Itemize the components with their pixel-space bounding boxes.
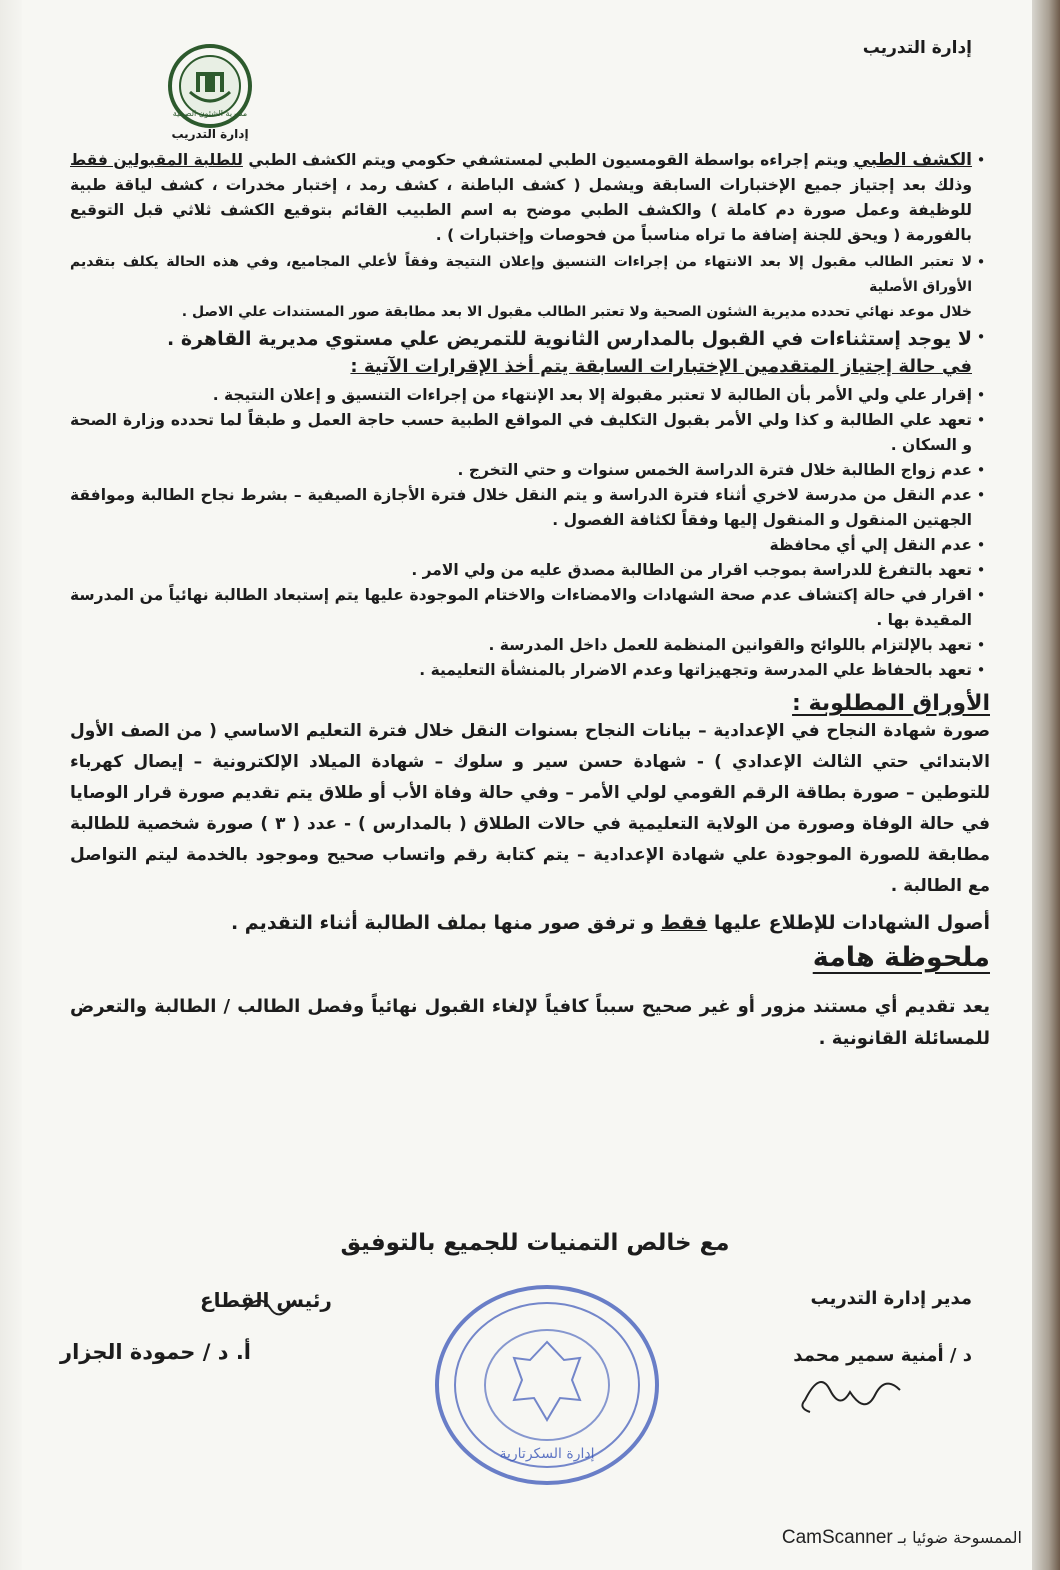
pledge-text: إقرار علي ولي الأمر بأن الطالبة لا تعتبر مقبولة إلا بعد الإنتهاء من إجراءات التنسيق و إعلان النتيجة . (212, 386, 972, 404)
list-item (70, 658, 990, 683)
list-item (70, 558, 990, 583)
bullet-icon: • (976, 411, 986, 429)
exceptions-item (70, 325, 990, 353)
list-item (70, 383, 990, 408)
medical-exam-line1: ويتم إجراءه بواسطة القومسيون الطبي لمستشفي حكومي ويتم الكشف الطبي (242, 151, 854, 169)
pledges-list (70, 383, 990, 683)
list-item (70, 533, 990, 558)
accepted-note: لا تعتبر الطالب مقبول إلا بعد الانتهاء من إجراءات التنسيق وإعلان النتيجة وفقاً لأعلي المجاميع، وفي هذه الحالة يكلف بتقديم الأوراق الأصلية (70, 254, 972, 295)
originals-after: و ترفق صور منها بملف الطالبة أثناء التقديم . (230, 912, 661, 934)
originals-only: فقط (660, 912, 708, 934)
sector-head-name: أ. د / حمودة الجزار (60, 1340, 251, 1364)
sector-head-signature (240, 1290, 300, 1320)
important-note-text: يعد تقديم أي مستند مزور أو غير صحيح سبباً كافياً لإلغاء القبول نهائياً وفصل الطالب / الطالبة والتعرض للمسائلة القانونية . (70, 996, 990, 1049)
accepted-note-item (70, 250, 990, 300)
department-label: إدارة التدريب (862, 38, 972, 58)
pledge-text: تعهد بالتفرغ للدراسة بموجب اقرار من الطالبة مصدق عليه من ولي الامر . (411, 561, 972, 579)
list-item (70, 458, 990, 483)
paper-right-edge (1032, 0, 1060, 1570)
scan-footer-app: CamScanner (781, 1527, 893, 1548)
director-signature (790, 1370, 910, 1420)
originals-note (70, 912, 990, 934)
list-item (70, 408, 990, 458)
list-item (70, 633, 990, 658)
bullet-icon: • (976, 461, 986, 479)
logo-text: مديرية الشئون الصحية (172, 109, 248, 118)
closing-wishes: مع خالص التمنيات للجميع بالتوفيق (340, 1230, 730, 1256)
medical-exam-item (70, 148, 990, 248)
bullet-icon: • (976, 486, 986, 504)
training-director-title: مدير إدارة التدريب (810, 1288, 972, 1309)
bullet-icon: • (976, 636, 986, 654)
sector-head-title: رئيس القطاع (200, 1288, 332, 1312)
important-note-heading: ملحوظة هامة (812, 942, 990, 973)
bullet-icon: • (976, 536, 986, 554)
medical-exam-details: وذلك بعد إجتياز جميع الإختبارات السابقة ويشمل ( كشف الباطنة ، كشف رمد ، إختبار مخدرات ، كشف لياقة طبية للوظيفة وعمل صورة دم كاملة ) والكشف الطبي موضح به اسم الطبيب القائم بتوقيع الكشف ثلاثي قبل التوقيع بالفورمة ( ويحق للجنة إضافة ما تراه مناسباً من فحوصات وإختبارات ) . (70, 176, 972, 244)
logo-caption: إدارة التدريب (171, 127, 249, 141)
originals-before: أصول الشهادات للإطلاع عليها (707, 912, 990, 934)
bullet-icon: • (976, 151, 986, 169)
pledges-heading: في حالة إجتياز المتقدمين الإختبارات السابقة يتم أخذ الإقرارات الآتية : (350, 356, 972, 377)
training-director-name: د / أمنية سمير محمد (793, 1345, 972, 1366)
pledge-text: تعهد بالإلتزام باللوائح والقوانين المنظمة للعمل داخل المدرسة . (488, 636, 972, 654)
bullet-icon: • (976, 586, 986, 604)
pledge-text: عدم زواج الطالبة خلال فترة الدراسة الخمس سنوات و حتي التخرج . (457, 461, 972, 479)
bullet-icon: • (976, 328, 986, 346)
pledge-text: تعهد بالحفاظ علي المدرسة وتجهيزاتها وعدم الاضرار بالمنشأة التعليمية . (419, 661, 972, 679)
health-directorate-logo (160, 40, 260, 140)
medical-exam-accepted-only: للطلبة المقبولين فقط (70, 151, 243, 169)
official-stamp (430, 1280, 665, 1490)
bullet-icon: • (976, 661, 986, 679)
scan-footer (782, 1527, 1022, 1549)
paper-left-edge (0, 0, 22, 1570)
pledge-text: اقرار في حالة إكتشاف عدم صحة الشهادات والامضاءات والاختام الموجودة عليها يتم إستبعاد الطالبة نهائياً من المدرسة المقيدة بها . (70, 586, 972, 629)
pledge-text: عدم النقل إلي أي محافظة (769, 536, 972, 554)
scan-footer-prefix: الممسوحة ضوئيا بـ (897, 1528, 1022, 1547)
bullet-icon: • (976, 253, 986, 271)
pledge-text: تعهد علي الطالبة و كذا ولي الأمر بقبول التكليف في المواقع الطبية حسب حاجة العمل و طبقاً لما تحدده وزارة الصحة و السكان . (70, 411, 972, 454)
bullet-icon: • (976, 561, 986, 579)
exceptions-note: لا يوجد إستثناءات في القبول بالمدارس الثانوية للتمريض علي مستوي مديرية القاهرة . (167, 328, 972, 350)
deadline-note: خلال موعد نهائي تحدده مديرية الشئون الصحية ولا تعتبر الطالب مقبول الا بعد مطابقة صور المستندات علي الاصل . (181, 304, 972, 320)
document-body (70, 148, 990, 1055)
required-papers-heading: الأوراق المطلوبة : (792, 691, 990, 716)
list-item (70, 583, 990, 633)
medical-exam-lead: الكشف الطبي (853, 150, 973, 170)
required-papers-text: صورة شهادة النجاح في الإعدادية – بيانات النجاح بسنوات النقل خلال فترة التعليم الاساسي ( من الصف الأول الابتدائي حتي الثالث الإعدادي ) - شهادة حسن سير و سلوك – شهادة الميلاد الإلكترونية – إيصال كهرباء للتوطين – صورة بطاقة الرقم القومي لولي الأمر – وفي حالة وفاة الأب أو طلاق يتم تقديم صورة قرار الوصايا في حالة الوفاة وصورة من الولاية التعليمية في حالات الطلاق ( بالمدارس ) - عدد ( ٣ ) صورة شخصية للطالبة مطابقة للصورة الموجودة علي شهادة الإعدادية – يتم كتابة رقم واتساب صحيح وموجود بالخدمة ليتم التواصل مع الطالبة . (70, 721, 990, 896)
pledge-text: عدم النقل من مدرسة لاخري أثناء فترة الدراسة و يتم النقل خلال فترة الأجازة الصيفية – بشرط نجاح الطالبة وموافقة الجهتين المنقول و المنقول إليها وفقاً لكثافة الفصول . (70, 486, 972, 529)
stamp-text: إدارة السكرتارية (499, 1446, 595, 1462)
medical-exam-text (70, 148, 972, 248)
list-item (70, 483, 990, 533)
bullet-icon: • (976, 386, 986, 404)
